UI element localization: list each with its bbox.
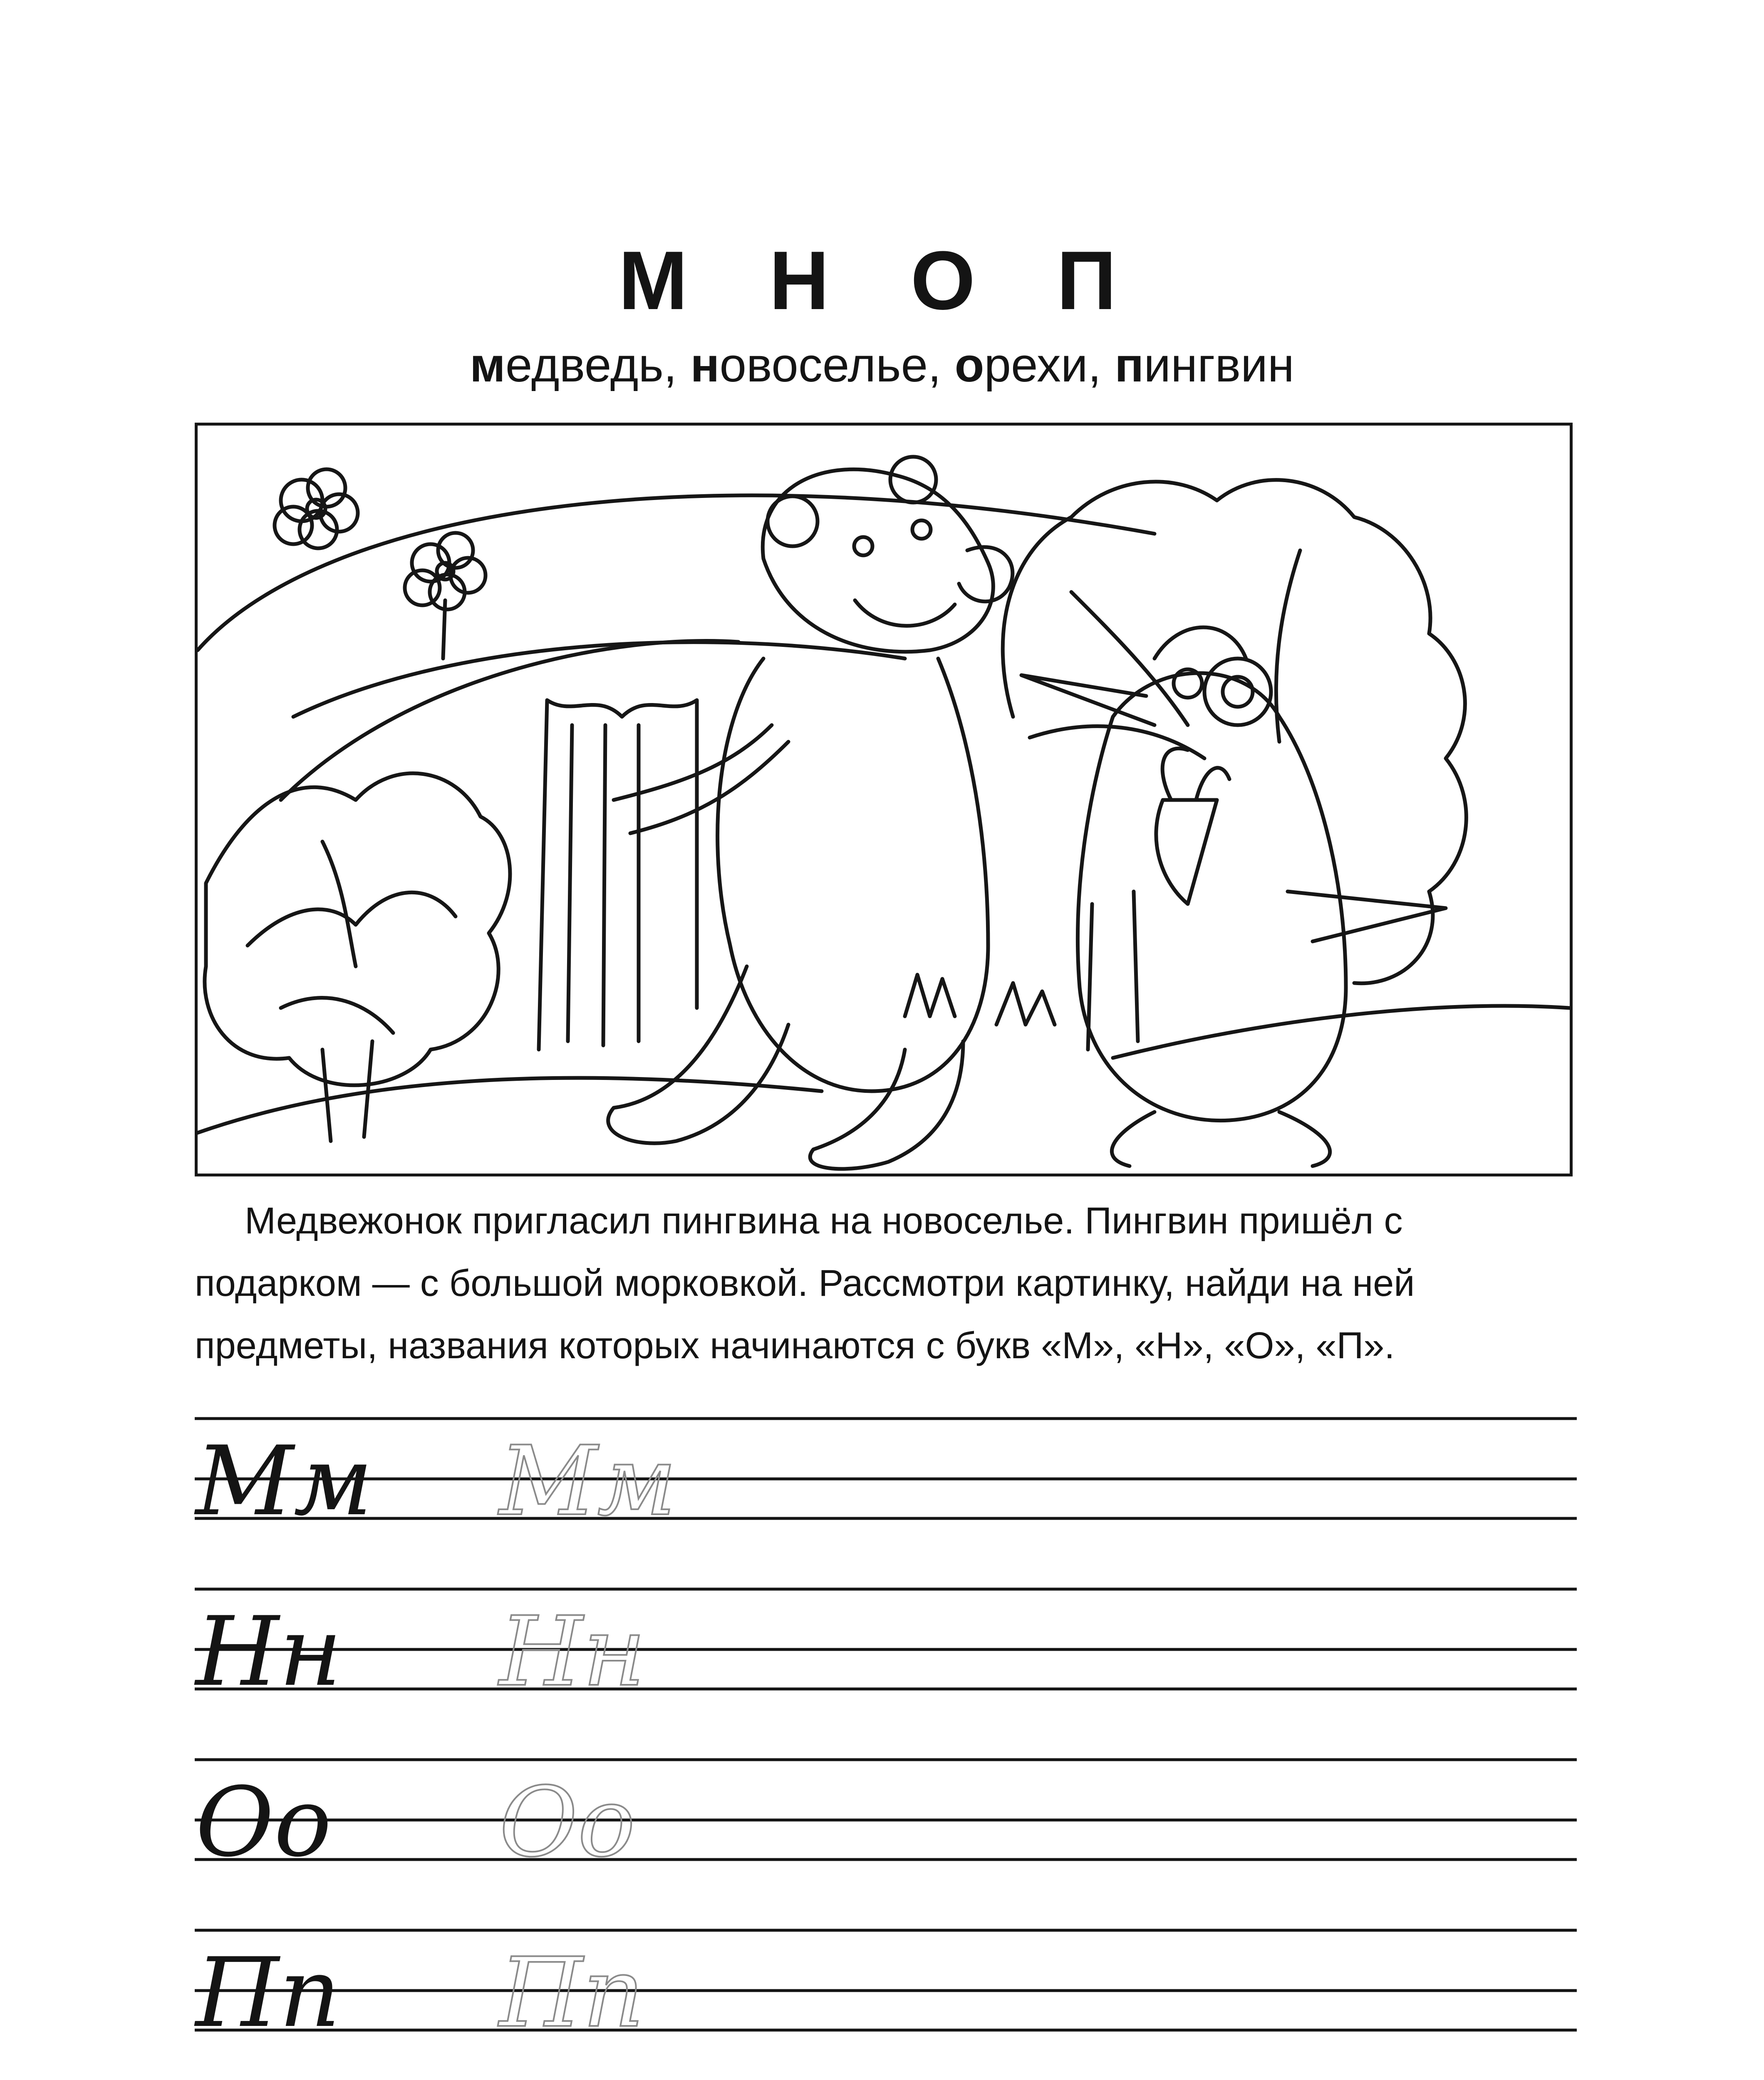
headphone-icon [1204, 659, 1271, 725]
bear-figure [608, 457, 1013, 1169]
coloring-illustration [195, 423, 1573, 1176]
trace-letters-o: Оо [499, 1767, 636, 1878]
page-subtitle [0, 337, 1764, 393]
task-paragraph: Медвежонок пригласил пингвина на новоселье. Пингвин пришёл с подарком — с большой морковкой. Рассмотри картинку, найди на ней предметы, названия которых начинаются с букв «М», «Н», «О», «П». [195, 1200, 1415, 1367]
carrot-icon [1156, 800, 1217, 904]
word-3-first-letter: п [1115, 338, 1144, 392]
word-3-rest: ингвин [1144, 338, 1294, 392]
penguin-figure [1021, 627, 1446, 1166]
tree-leaves [1003, 480, 1466, 1050]
trace-letters-p: Пп [499, 1938, 644, 2049]
word-2-first-letter: о [954, 338, 984, 392]
flower-1-icon [275, 469, 358, 548]
word-1-rest: овоселье [719, 338, 928, 392]
word-2-separator: , [1088, 338, 1115, 392]
word-2-rest: рехи [984, 338, 1088, 392]
word-0-rest: едведь [505, 338, 664, 392]
sample-letters-p: Пп [196, 1938, 341, 2049]
word-1-separator: , [928, 338, 955, 392]
bush-left [205, 773, 510, 1141]
trace-letters-m: Мм [499, 1426, 677, 1537]
grass-tuft [905, 975, 955, 1016]
word-0-separator: , [663, 338, 691, 392]
word-1-first-letter: н [690, 338, 720, 392]
trace-letters-n: Нн [499, 1597, 646, 1708]
sample-letters-m: Мм [196, 1426, 373, 1537]
task-instruction [195, 1190, 1580, 1377]
penguin-beak [1021, 675, 1155, 725]
hill-line [198, 1078, 822, 1133]
curtain [539, 700, 697, 1050]
flower-2-icon [405, 533, 486, 659]
bear-body [718, 659, 988, 1091]
sample-letters-n: Нн [196, 1597, 342, 1708]
word-0-first-letter: м [470, 338, 505, 392]
sample-letters-o: Оо [196, 1767, 332, 1878]
page-title: М Н О П [618, 234, 1146, 327]
